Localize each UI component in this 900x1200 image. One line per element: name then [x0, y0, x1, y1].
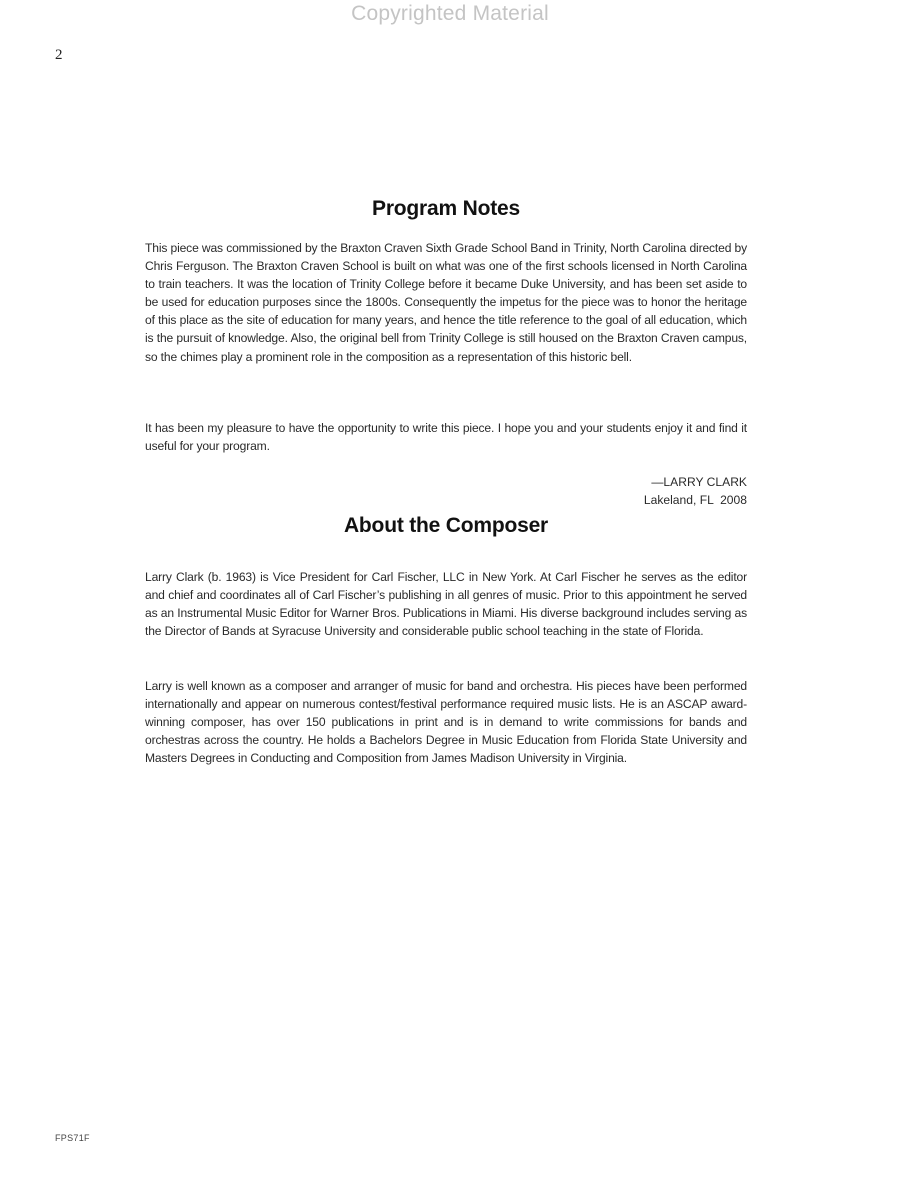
catalog-code: FPS71F	[55, 1133, 90, 1143]
program-notes-paragraph: This piece was commissioned by the Braxton Craven Sixth Grade School Band in Trinity, North Carolina directed by Chris Ferguson. The Braxton Craven School is built on what was one of the first schools licensed in North Carolina to train teachers. It was the location of Trinity College before it became Duke University, and has been set aside to be used for education purposes since the 1800s. Consequently the impetus for the piece was to honor the heritage of this place as the site of education for many years, and hence the title reference to the goal of all education, which is the pursuit of knowledge. Also, the original bell from Trinity College is still housed on the Braxton Craven campus, so the chimes play a prominent role in the composition as a representation of this historic bell.	[145, 241, 747, 364]
about-composer-paragraph: Larry Clark (b. 1963) is Vice President for Carl Fischer, LLC in New York. At Carl Fischer he serves as the editor and chief and coordinates all of Carl Fischer’s publishing in all genres of music. Prior to this appointment he served as an Instrumental Music Editor for Warner Bros. Publications in Miami. His diverse background includes serving as the Director of Bands at Syracuse University and considerable public school teaching in the state of Florida.	[145, 570, 747, 639]
program-notes-paragraph: It has been my pleasure to have the opportunity to write this piece. I hope you and your students enjoy it and find it useful for your program.	[145, 421, 747, 454]
signature-place-date: Lakeland, FL 2008	[643, 493, 747, 507]
copyright-watermark: Copyrighted Material	[351, 2, 549, 25]
signature-name: —LARRY CLARK	[651, 475, 747, 489]
program-notes-heading: Program Notes	[372, 197, 520, 220]
signature-block	[145, 473, 747, 509]
page-number: 2	[55, 47, 63, 63]
about-composer-heading: About the Composer	[343, 514, 549, 537]
about-composer-paragraph: Larry is well known as a composer and arranger of music for band and orchestra. His pieces have been performed internationally and appear on numerous contest/festival performance required music lists. He is an ASCAP award-winning composer, has over 150 publications in print and is in demand to write commissions for bands and orchestras across the country. He holds a Bachelors Degree in Music Education from Florida State University and Masters Degrees in Conducting and Composition from James Madison University in Virginia.	[145, 679, 747, 766]
